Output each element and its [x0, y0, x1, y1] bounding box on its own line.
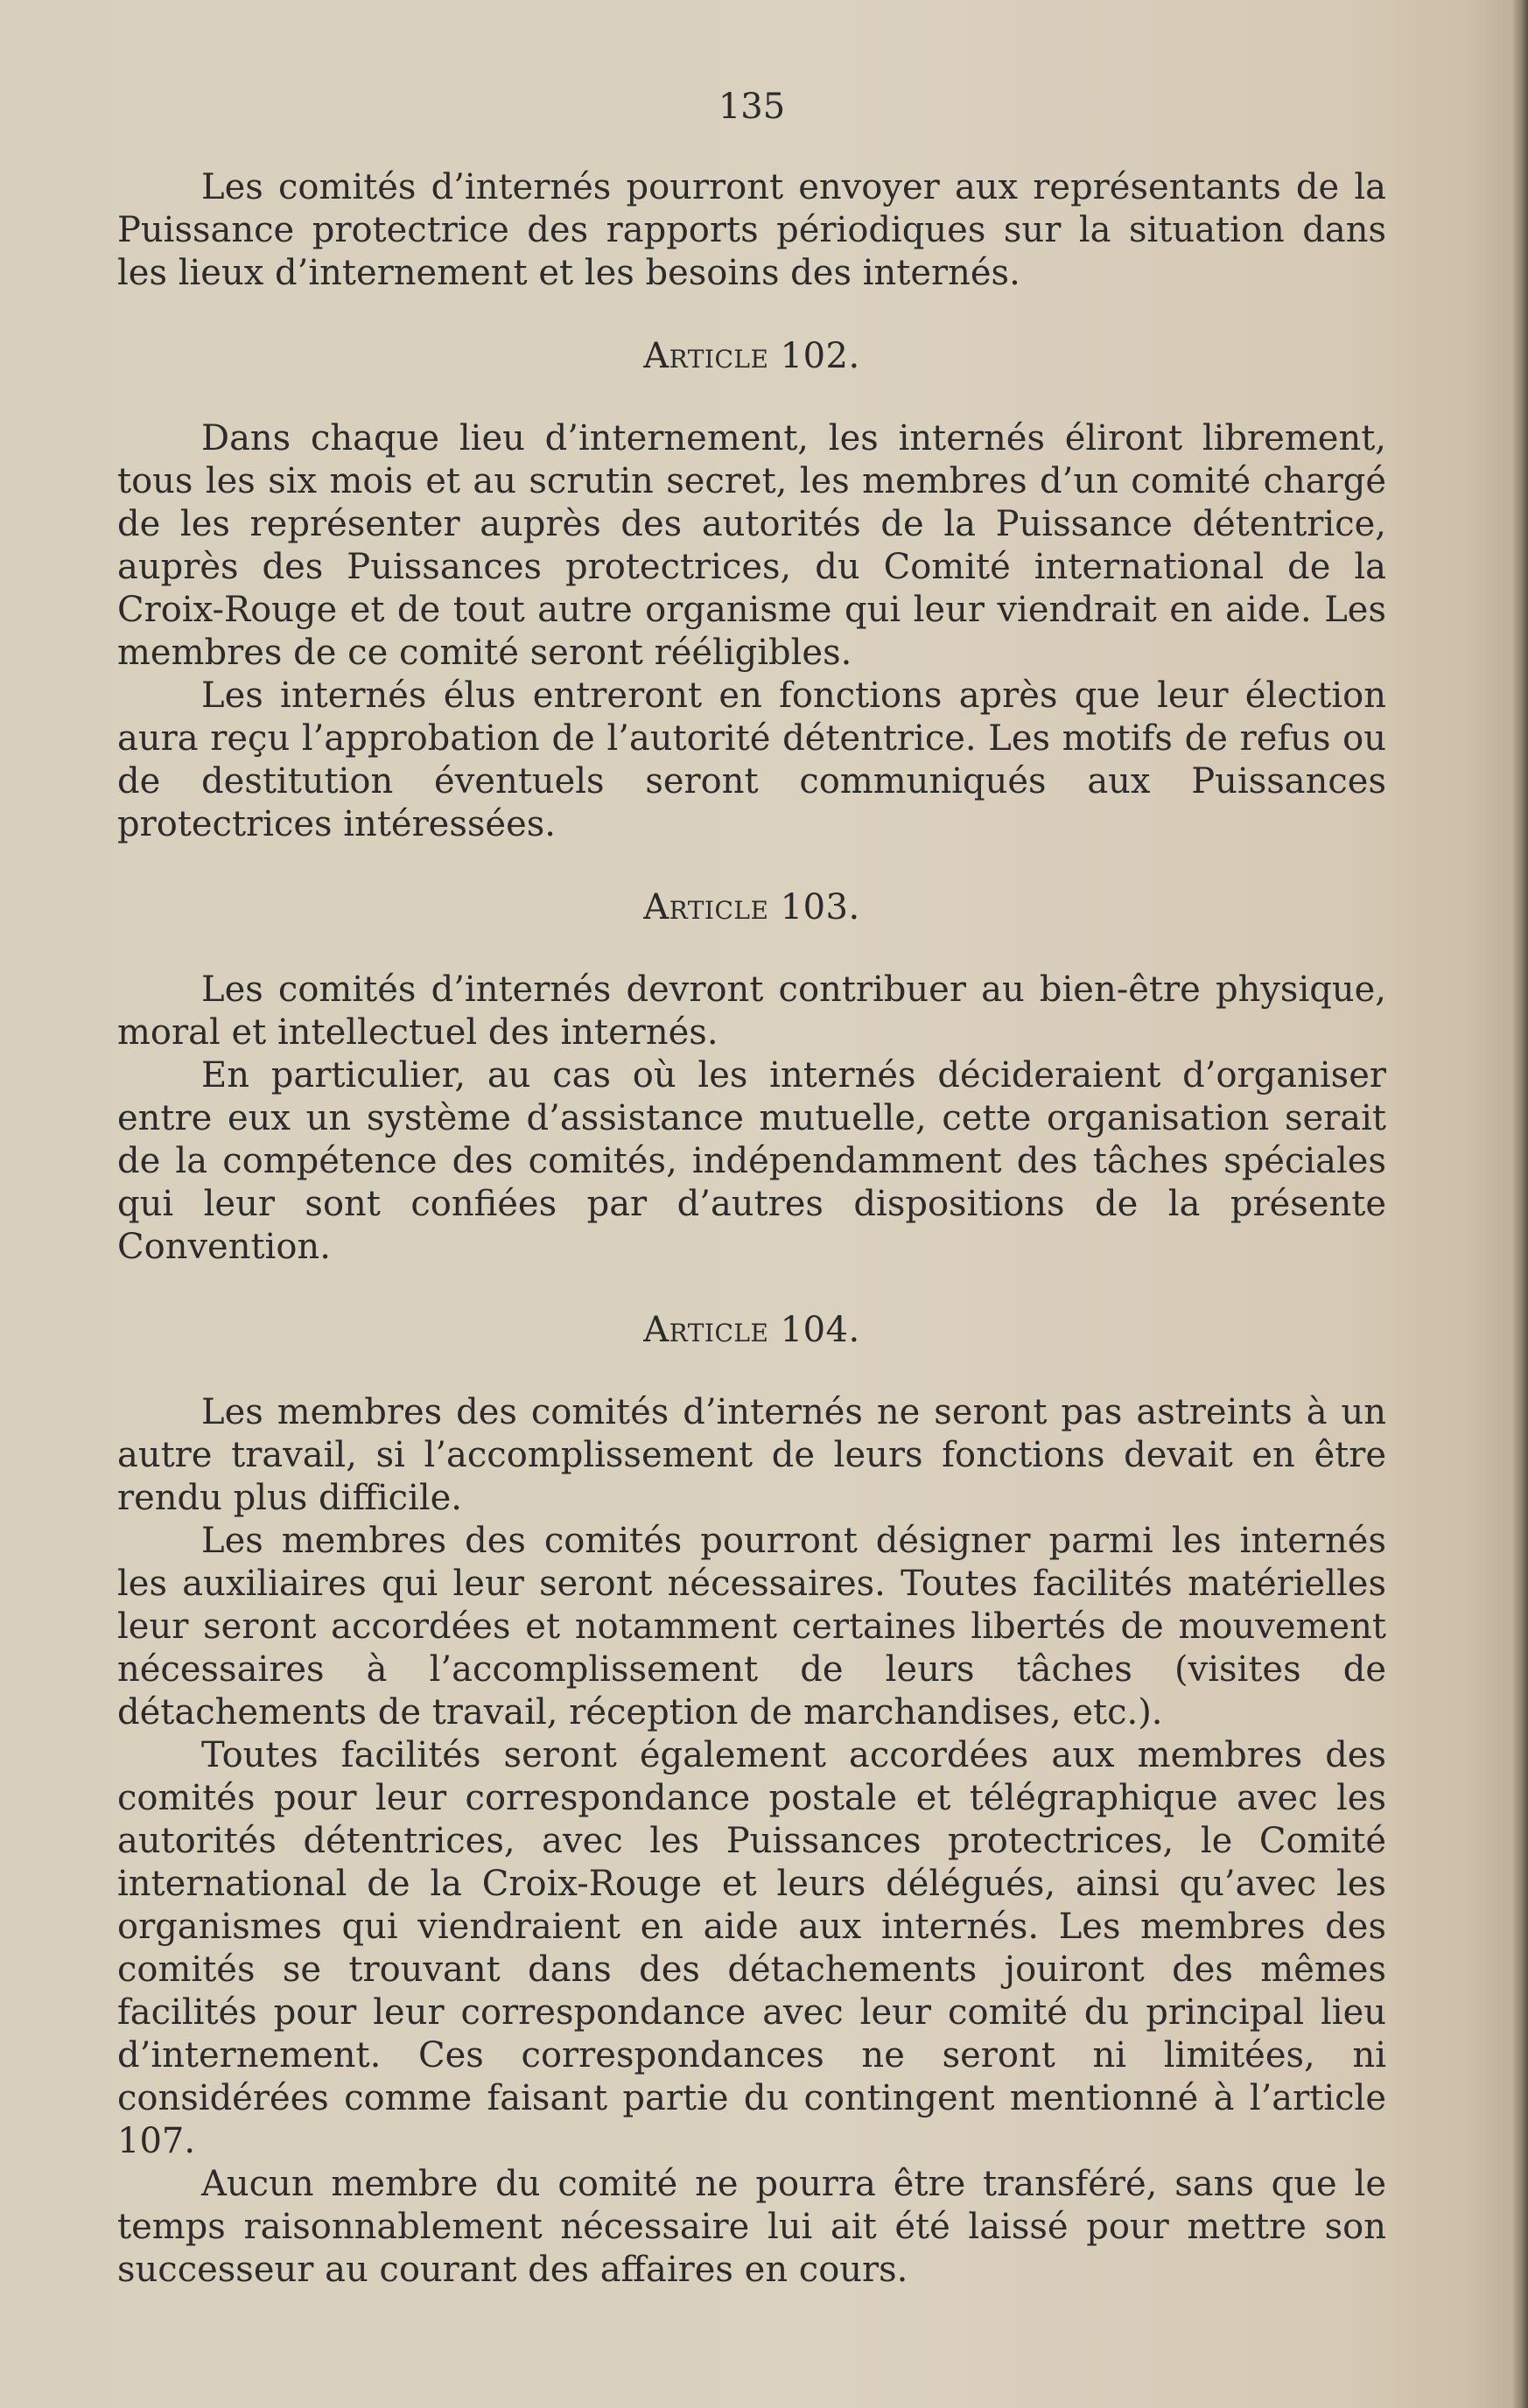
page-edge-shadow	[1512, 0, 1528, 2408]
page-number: 135	[718, 87, 786, 127]
paragraph: Aucun membre du comité ne pourra être transféré, sans que le temps raisonnablement nécessaire lui ait été laissé pour mettre son successeur au courant des affaires en cours.	[117, 2164, 1386, 2290]
paragraph: Toutes facilités seront également accordées aux membres des comités pour leur correspondance postale et télégraphique avec les autorités détentrices, avec les Puissances protectrices, le Comité international de la Croix-Rouge et leurs délégués, ainsi qu’avec les organismes qui viendraient en aide aux internés. Les membres des comités se trouvant dans des détachements jouiront des mêmes facilités pour leur correspondance avec leur comité du principal lieu d’internement. Ces correspondances ne seront ni limitées, ni considérées comme faisant partie du contingent mentionné à l’article 107.	[117, 1735, 1386, 2161]
article-label: Article	[643, 1310, 769, 1350]
article-number: 102.	[780, 336, 860, 376]
paragraph: Les membres des comités d’internés ne seront pas astreints à un autre travail, si l’accomplissement de leurs fonctions devait en être rendu plus difficile.	[117, 1392, 1386, 1518]
article-label: Article	[643, 887, 769, 928]
paragraph: Dans chaque lieu d’internement, les internés éliront librement, tous les six mois et au scrutin secret, les membres d’un comité chargé de les représenter auprès des autorités de la Puissance détentrice, auprès des Puissances protectrices, du Comité international de la Croix-Rouge et de tout autre organisme qui leur viendrait en aide. Les membres de ce comité seront rééligibles.	[117, 418, 1386, 673]
article-heading-102	[117, 333, 1386, 379]
paragraph: Les membres des comités pourront désigner parmi les internés les auxiliaires qui leur seront nécessaires. Toutes facilités matérielles leur seront accordées et notamment certaines libertés de mouvement nécessaires à l’accomplissement de leurs tâches (visites de détachements de travail, réception de marchandises, etc.).	[117, 1521, 1386, 1732]
paragraph: Les comités d’internés devront contribuer au bien-être physique, moral et intellectuel des internés.	[117, 970, 1386, 1053]
page-content	[117, 84, 1386, 2292]
article-heading-103	[117, 885, 1386, 930]
paragraph: En particulier, au cas où les internés décideraient d’organiser entre eux un système d’assistance mutuelle, cette organisation serait de la compétence des comités, indépendamment des tâches spéciales qui leur sont confiées par d’autres dispositions de la présente Convention.	[117, 1055, 1386, 1267]
paragraph: Les internés élus entreront en fonctions après que leur élection aura reçu l’approbation de l’autorité détentrice. Les motifs de refus ou de destitution éventuels seront communiqués aux Puissances protectrices intéressées.	[117, 676, 1386, 844]
article-heading-104	[117, 1307, 1386, 1353]
article-number: 103.	[780, 887, 860, 928]
article-number: 104.	[780, 1310, 860, 1350]
article-label: Article	[643, 336, 769, 376]
paragraph: Les comités d’internés pourront envoyer aux représentants de la Puissance protectrice des rapports périodiques sur la situation dans les lieux d’internement et les besoins des internés.	[117, 167, 1386, 293]
